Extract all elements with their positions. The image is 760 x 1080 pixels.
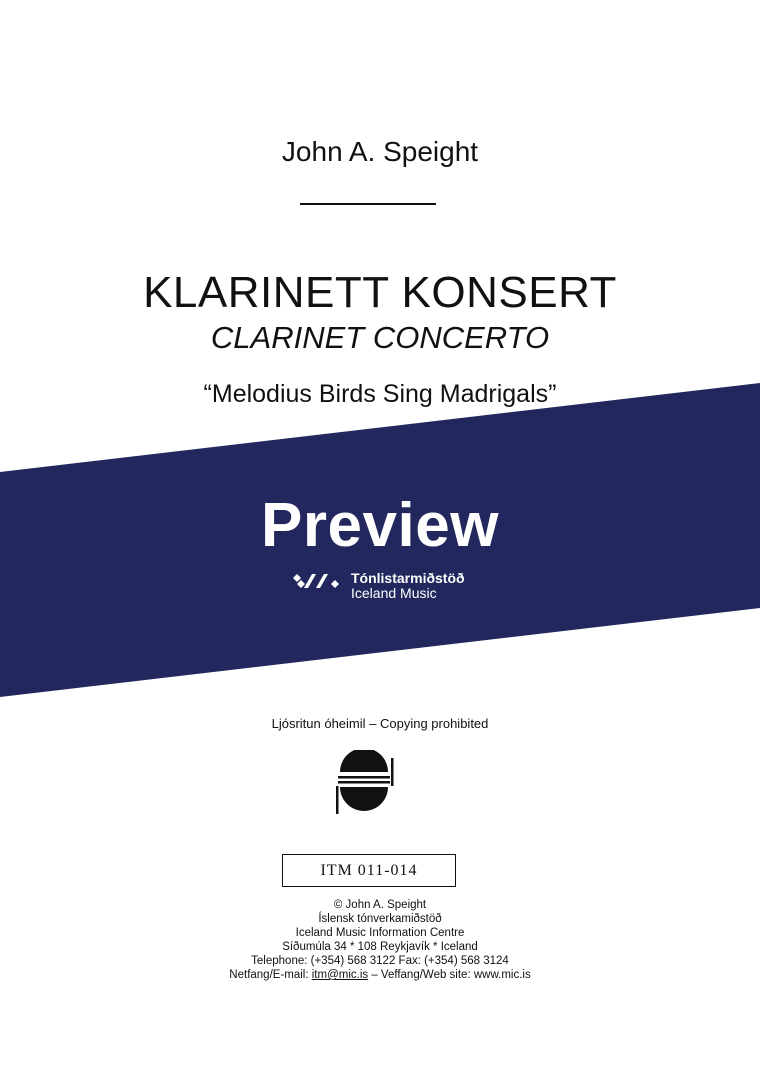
copying-notice: Ljósritun óheimil – Copying prohibited — [271, 716, 489, 731]
copyright-line: © John A. Speight — [333, 899, 427, 911]
iceland-music-subtitle: Iceland Music — [351, 585, 437, 601]
score-quote: “Melodius Birds Sing Madrigals” — [203, 380, 557, 408]
score-subtitle: CLARINET CONCERTO — [210, 320, 550, 355]
org-icelandic: Íslensk tónverkamiðstöð — [318, 913, 442, 925]
phone-line: Telephone: (+354) 568 3122 Fax: (+354) 568 3124 — [251, 955, 509, 967]
org-english: Iceland Music Information Centre — [295, 927, 465, 939]
publisher-logo-icon — [330, 750, 396, 816]
composer-name: John A. Speight — [281, 136, 479, 167]
email-web-line — [0, 968, 760, 982]
preview-label: Preview — [261, 491, 499, 560]
contact-block — [0, 898, 760, 982]
email-label: Netfang/E-mail: — [229, 969, 312, 981]
address-line: Síðumúla 34 * 108 Reykjavík * Iceland — [282, 941, 478, 953]
iceland-music-name: Tónlistarmiðstöð — [351, 570, 465, 586]
email-link[interactable]: itm@mic.is — [311, 969, 369, 981]
iceland-music-logo — [291, 570, 481, 604]
score-title: KLARINETT KONSERT — [143, 268, 617, 317]
iceland-music-mark-icon — [291, 572, 343, 602]
catalog-code: ITM 011-014 — [282, 854, 456, 887]
web-text: – Veffang/Web site: www.mic.is — [368, 969, 531, 981]
